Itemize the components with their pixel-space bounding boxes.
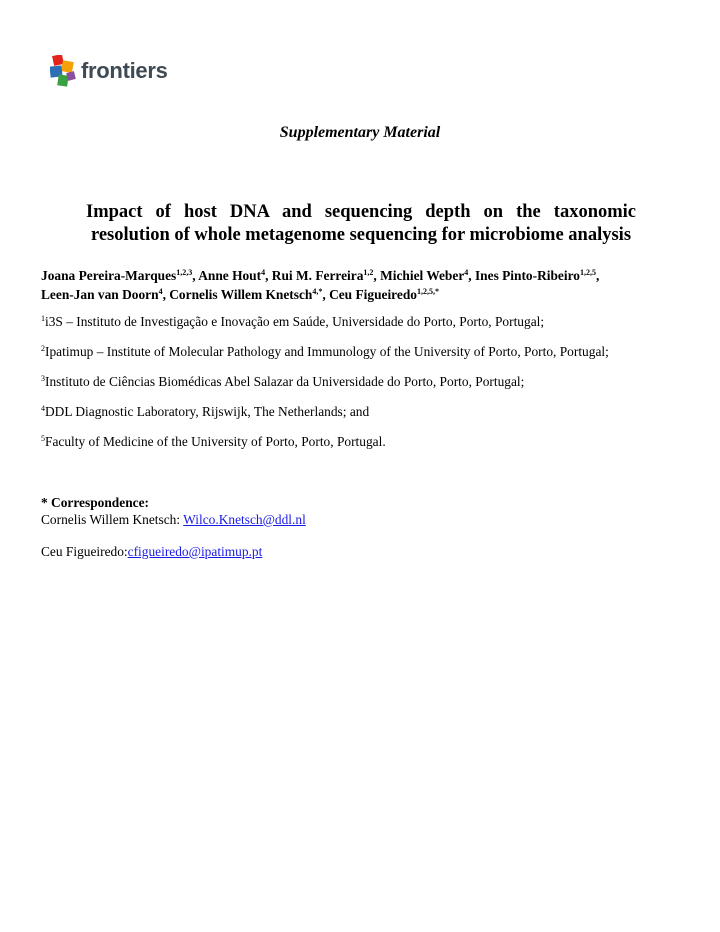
contact-email-link[interactable]: cfigueiredo@ipatimup.pt [127,544,263,559]
author-separator: , [192,268,199,283]
author: Michiel Weber [380,268,465,283]
contact-email-link[interactable]: Wilco.Knetsch@ddl.nl [183,512,306,527]
affiliation [41,314,701,330]
affiliation-number: 2 [41,344,45,353]
affiliation-number: 3 [41,374,45,383]
affiliation [41,374,701,390]
author: Ines Pinto-Ribeiro [474,268,580,283]
supplementary-material-heading: Supplementary Material [279,124,441,141]
frontiers-logo-icon [50,55,78,87]
author-affiliation-marker: 4 [261,268,266,277]
affiliation [41,434,701,450]
author-separator: , [596,268,600,283]
contact-name: Ceu Figueiredo: [41,544,128,559]
author-separator: , [265,268,272,283]
affiliation-text: Faculty of Medicine of the University of Porto, Porto, Portugal. [45,434,386,449]
author: Ceu Figueiredo [329,287,417,302]
frontiers-logo [50,55,168,87]
author-separator: , [322,287,330,302]
author: Joana Pereira-Marques [41,268,177,283]
affiliation-text: Ipatimup – Institute of Molecular Pathology and Immunology of the University of Porto, Porto, Portugal; [45,344,609,359]
author-affiliation-marker: 1,2,5,* [416,287,439,296]
affiliation [41,404,701,420]
author-affiliation-marker: 1,2,5 [580,268,596,277]
affiliation-text: Instituto de Ciências Biomédicas Abel Salazar da Universidade do Porto, Porto, Portugal; [45,374,525,389]
paper-title: Impact of host DNA and sequencing depth on the taxonomic resolution of whole metagenome sequencing for microbiome analysis [86,202,636,245]
contact-name: Cornelis Willem Knetsch: [41,512,184,527]
author-separator: , [162,287,170,302]
author-affiliation-marker: 4 [464,268,469,277]
author: Cornelis Willem Knetsch [169,287,313,302]
correspondence-contact [41,544,262,560]
author-separator: , [373,268,381,283]
author-affiliation-marker: 4,* [312,287,323,296]
affiliation-text: DDL Diagnostic Laboratory, Rijswijk, The Netherlands; and [45,404,370,419]
author-affiliation-marker: 1,2 [363,268,374,277]
affiliation-number: 4 [41,404,45,413]
author: Leen-Jan van Doorn [41,287,159,302]
author-affiliation-marker: 1,2,3 [176,268,193,277]
author-list [41,266,681,304]
correspondence-contact [41,512,306,528]
frontiers-logo-text: frontiers [81,58,168,83]
correspondence-heading: * Correspondence: [41,495,149,510]
author: Rui M. Ferreira [271,268,364,283]
author-separator: , [468,268,475,283]
affiliation-number: 5 [41,434,45,443]
affiliation-text: i3S – Instituto de Investigação e Inovação em Saúde, Universidade do Porto, Porto, Portugal; [45,314,545,329]
author-affiliation-marker: 4 [158,287,163,296]
author: Anne Hout [198,268,262,283]
affiliation [41,344,701,360]
affiliation-number: 1 [41,314,45,323]
